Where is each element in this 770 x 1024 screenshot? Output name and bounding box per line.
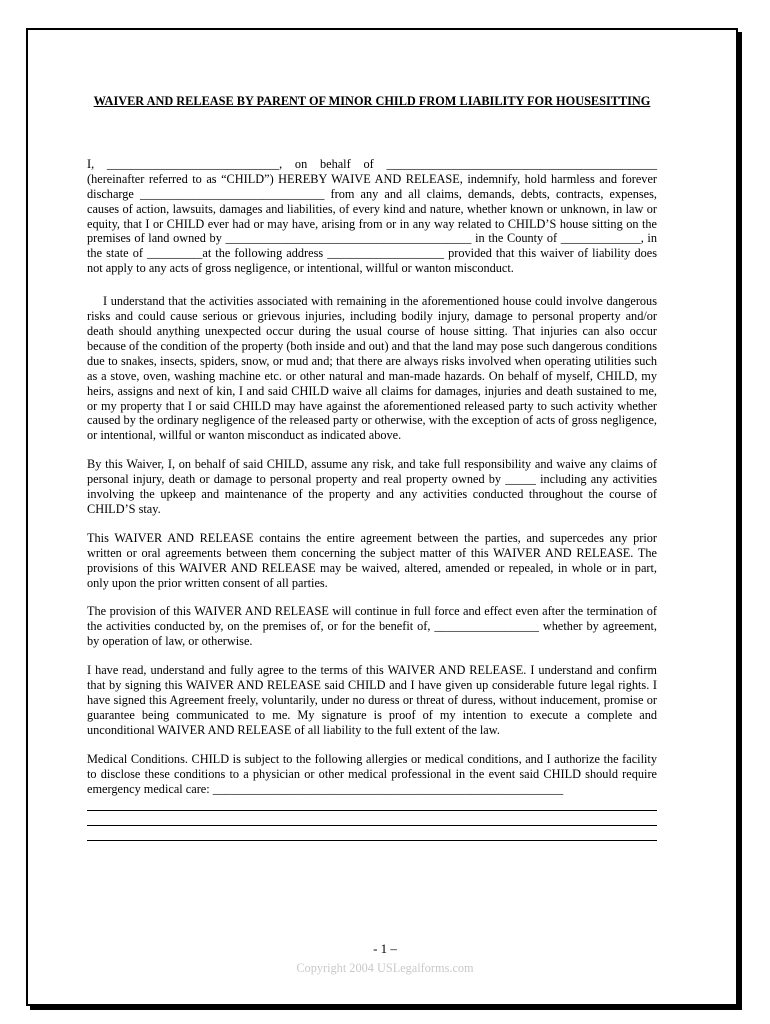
page-number: - 1 – — [373, 941, 397, 956]
assumption-paragraph: By this Waiver, I, on behalf of said CHILD, assume any risk, and take full responsibility and waive any claims of personal injury, death or damage to personal property and real property owned by _____ including any activities involving the upkeep and maintenance of the property and any activities conducted throughout the course of CHILD’S stay. — [87, 457, 657, 516]
medical-conditions-line — [87, 826, 657, 841]
copyright-text: Copyright 2004 USLegalforms.com — [296, 961, 474, 975]
medical-conditions-line — [87, 811, 657, 826]
survival-paragraph: The provision of this WAIVER AND RELEASE will continue in full force and effect even after the termination of the activities conducted by, on the premises of, or for the benefit of, _________________ whether by agreement, by operation of law, or otherwise. — [87, 604, 657, 649]
risk-paragraph: I understand that the activities associated with remaining in the aforementioned house could involve dangerous risks and could cause serious or grievous injuries, including bodily injury, damage to personal property and/or death should anything unexpected occur during the usual course of house sitting. That injuries can also occur because of the condition of the property (both inside and out) and that the land may pose such dangerous conditions due to snakes, insects, spiders, snow, or mud and; that there are always risks involved when operating utilities such as a stove, oven, washing machine etc. or other natural and man-made hazards. On behalf of myself, CHILD, my heirs, assigns and next of kin, I and said CHILD waive all claims for damages, injuries and death sustained to me, or my property that I or said CHILD may have against the aforementioned released party to such activity whether caused by the ordinary negligence of the released party or otherwise, with the exception of acts of gross negligence, or intentional, willful or wanton misconduct as indicated above. — [87, 294, 657, 443]
document-body — [87, 94, 657, 841]
acknowledgement-paragraph: I have read, understand and fully agree to the terms of this WAIVER AND RELEASE. I understand and confirm that by signing this WAIVER AND RELEASE said CHILD and I have given up considerable future legal rights. I have signed this Agreement freely, voluntarily, under no duress or threat of duress, without inducement, promise or guarantee being communicated to me. My signature is proof of my intention to execute a complete and unconditional WAIVER AND RELEASE of all liability to the full extent of the law. — [87, 663, 657, 737]
medical-conditions-line — [87, 796, 657, 811]
document-title: WAIVER AND RELEASE BY PARENT OF MINOR CHILD FROM LIABILITY FOR HOUSESITTING — [93, 94, 651, 108]
medical-conditions-paragraph: Medical Conditions. CHILD is subject to the following allergies or medical conditions, and I authorize the facility to disclose these conditions to a physician or other medical professional in the event said CHILD should require emergency medical care: _________________________________________________________ — [87, 751, 657, 796]
release-paragraph: I, ____________________________, on behalf of ____________________________________________ (hereinafter referred to as “CHILD”) HEREBY WAIVE AND RELEASE, indemnify, hold harmless and forever discharge ______________________________ from any and all claims, demands, debts, contracts, expenses, causes of action, lawsuits, damages and liabilities, of every kind and nature, whether known or unknown, in law or equity, that I or CHILD ever had or may have, arising from or in any way related to CHILD’S house sitting on the premises of land owned by ________________________________________ in the County of _____________, in the state of _________at the following address ___________________ provided that this waiver of liability does not apply to any acts of gross negligence, or intentional, willful or wanton misconduct. — [87, 156, 657, 276]
entire-agreement-paragraph: This WAIVER AND RELEASE contains the entire agreement between the parties, and supercedes any prior written or oral agreements between them concerning the subject matter of this WAIVER AND RELEASE. The provisions of this WAIVER AND RELEASE may be waived, altered, amended or repealed, in whole or in part, only upon the prior written consent of all parties. — [87, 530, 657, 590]
